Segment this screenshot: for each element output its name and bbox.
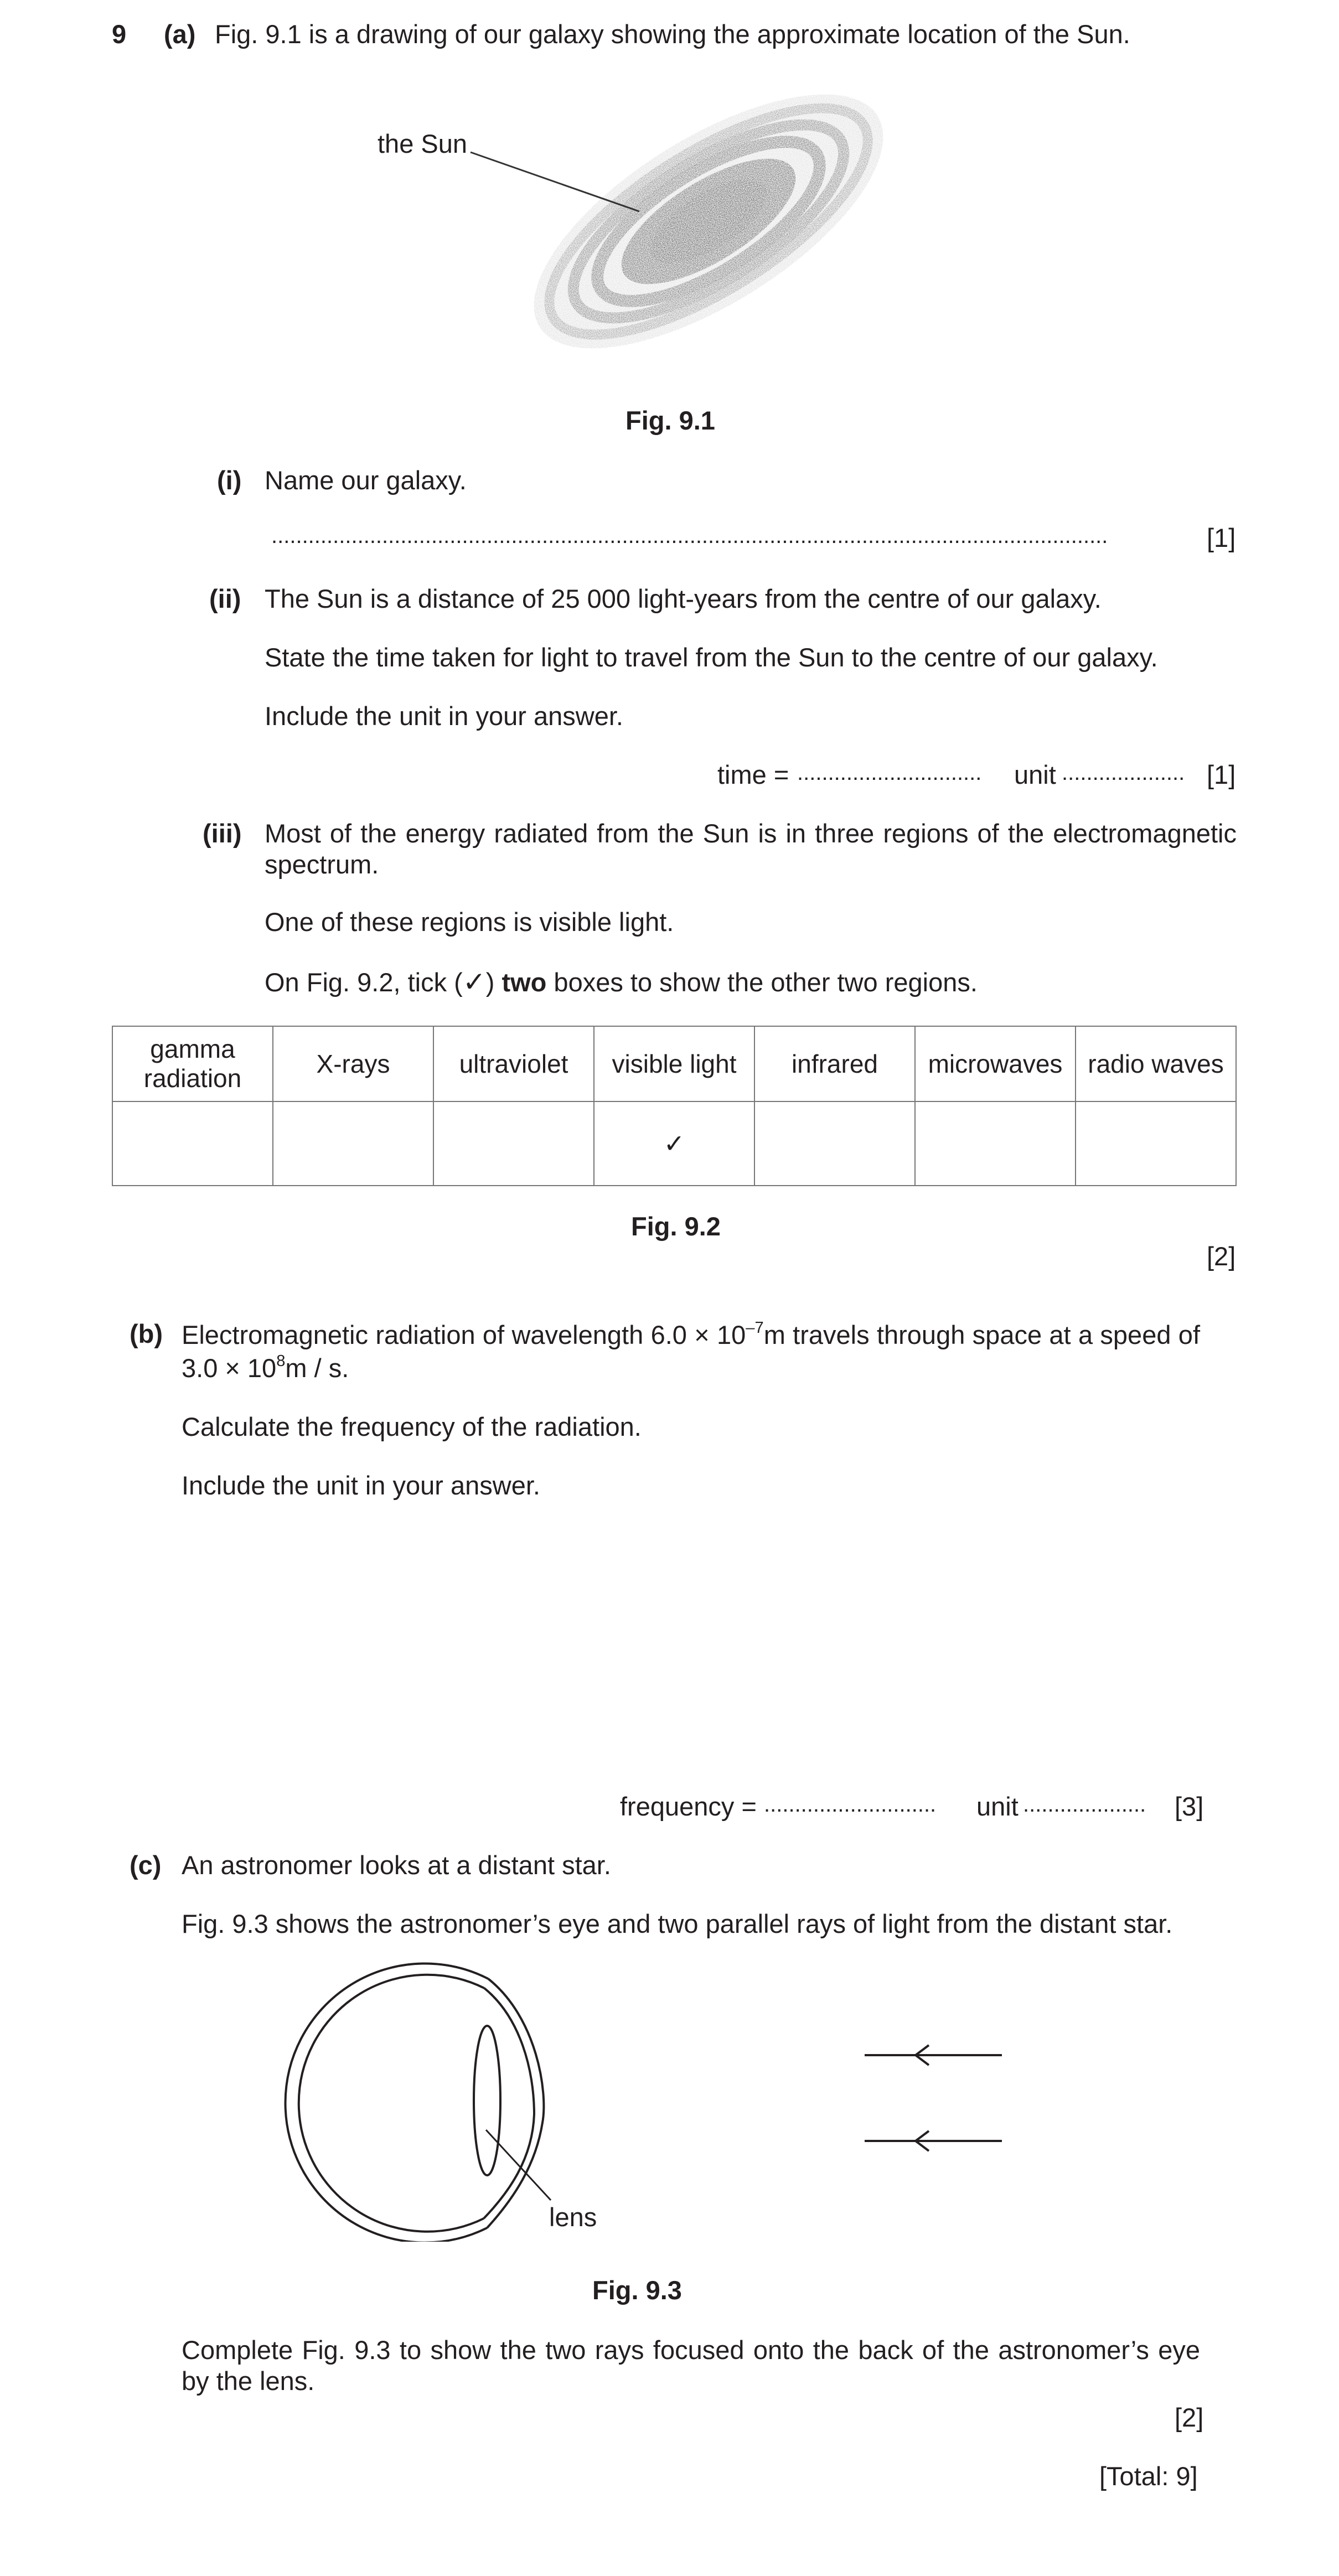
part-a-i-label: (i) <box>217 465 242 495</box>
header-visible-light: visible light <box>594 1026 754 1101</box>
frequency-unit-label: unit <box>976 1792 1019 1821</box>
part-b-text2: Calculate the frequency of the radiation. <box>182 1412 642 1441</box>
part-a-iii-text2: One of these regions is visible light. <box>265 907 674 937</box>
part-b-label: (b) <box>130 1319 163 1348</box>
total-marks: [Total: 9] <box>1099 2461 1198 2491</box>
tick-box-visible-light[interactable]: ✓ <box>594 1101 754 1186</box>
sun-label: the Sun <box>378 129 468 158</box>
part-c-text1: An astronomer looks at a distant star. <box>182 1850 611 1880</box>
part-a-iii-label: (iii) <box>203 819 242 848</box>
lens-pointer-line <box>486 2130 551 2200</box>
tick-box-radio-waves[interactable] <box>1076 1101 1236 1186</box>
tick-box-ultraviolet[interactable] <box>433 1101 594 1186</box>
frequency-label: frequency = <box>620 1792 757 1821</box>
header-radio-waves: radio waves <box>1076 1026 1236 1101</box>
part-a-ii-text1: The Sun is a distance of 25 000 light-years from the centre of our galaxy. <box>265 584 1102 613</box>
question-number: 9 <box>112 19 127 49</box>
part-a-iii-text1: Most of the energy radiated from the Sun is in three regions of the electromagnetic spectrum. <box>265 819 1237 880</box>
answer-line-galaxy-name[interactable]: ........................................................................................................................................ <box>271 524 1108 548</box>
fig-9-2-caption: Fig. 9.2 <box>631 1212 721 1241</box>
part-a-ii-text2: State the time taken for light to travel from the Sun to the centre of our galaxy. <box>265 643 1158 672</box>
sun-pointer-line <box>471 152 639 211</box>
eyeball-outer <box>286 1963 488 2242</box>
fig-9-3-caption: Fig. 9.3 <box>592 2275 682 2305</box>
mark-a-ii: [1] <box>1207 760 1236 789</box>
part-c-text3: Complete Fig. 9.3 to show the two rays focused onto the back of the astronomer’s eye by the lens. <box>182 2335 1200 2396</box>
time-unit-answer-line[interactable]: .................... <box>1062 761 1185 785</box>
tick-icon: ✓ <box>462 966 486 998</box>
part-a-label: (a) <box>164 19 196 49</box>
part-b-text1: Electromagnetic radiation of wavelength $6.0 \times 10^{-7}m$ travels through space at a speed of $3.0 \times 10^8m / s$. <box>182 1319 1200 1383</box>
tick-box-gamma-radiation[interactable] <box>112 1101 273 1186</box>
header-gamma-radiation: gamma radiation <box>112 1026 273 1101</box>
mark-b: [3] <box>1175 1792 1204 1821</box>
header-infrared: infrared <box>754 1026 915 1101</box>
tick-box-infrared[interactable] <box>754 1101 915 1186</box>
part-a-intro: Fig. 9.1 is a drawing of our galaxy showing the approximate location of the Sun. <box>215 19 1130 49</box>
part-a-i-text: Name our galaxy. <box>265 465 467 495</box>
header-microwaves: microwaves <box>915 1026 1076 1101</box>
mark-a-i: [1] <box>1207 523 1236 552</box>
mark-a-iii: [2] <box>1207 1242 1236 1271</box>
mark-c: [2] <box>1175 2403 1204 2432</box>
frequency-answer-line[interactable]: ............................ <box>764 1792 937 1817</box>
time-answer-line[interactable]: .............................. <box>797 761 982 785</box>
part-a-ii-text3: Include the unit in your answer. <box>265 701 623 731</box>
header-ultraviolet: ultraviolet <box>433 1026 594 1101</box>
lens <box>474 2026 500 2175</box>
em-spectrum-table <box>112 1026 1237 1186</box>
part-a-iii-text3: On Fig. 9.2, tick (✓) two boxes to show the other two regions. <box>265 966 978 998</box>
eyeball-inner <box>299 1975 484 2232</box>
tick-box-x-rays[interactable] <box>273 1101 433 1186</box>
part-a-ii-label: (ii) <box>209 584 241 613</box>
tick-box-microwaves[interactable] <box>915 1101 1076 1186</box>
galaxy-figure <box>354 66 1019 376</box>
time-unit-label: unit <box>1014 760 1056 789</box>
time-label: time = <box>717 760 789 789</box>
cornea <box>487 1979 544 2228</box>
fig-9-1-caption: Fig. 9.1 <box>625 406 715 435</box>
eye-diagram <box>260 1954 1035 2242</box>
header-x-rays: X-rays <box>273 1026 433 1101</box>
part-c-text2: Fig. 9.3 shows the astronomer’s eye and two parallel rays of light from the distant star. <box>182 1909 1173 1938</box>
part-b-text3: Include the unit in your answer. <box>182 1471 540 1500</box>
part-c-label: (c) <box>130 1850 162 1880</box>
frequency-unit-answer-line[interactable]: .................... <box>1023 1792 1146 1817</box>
lens-label: lens <box>549 2202 597 2232</box>
